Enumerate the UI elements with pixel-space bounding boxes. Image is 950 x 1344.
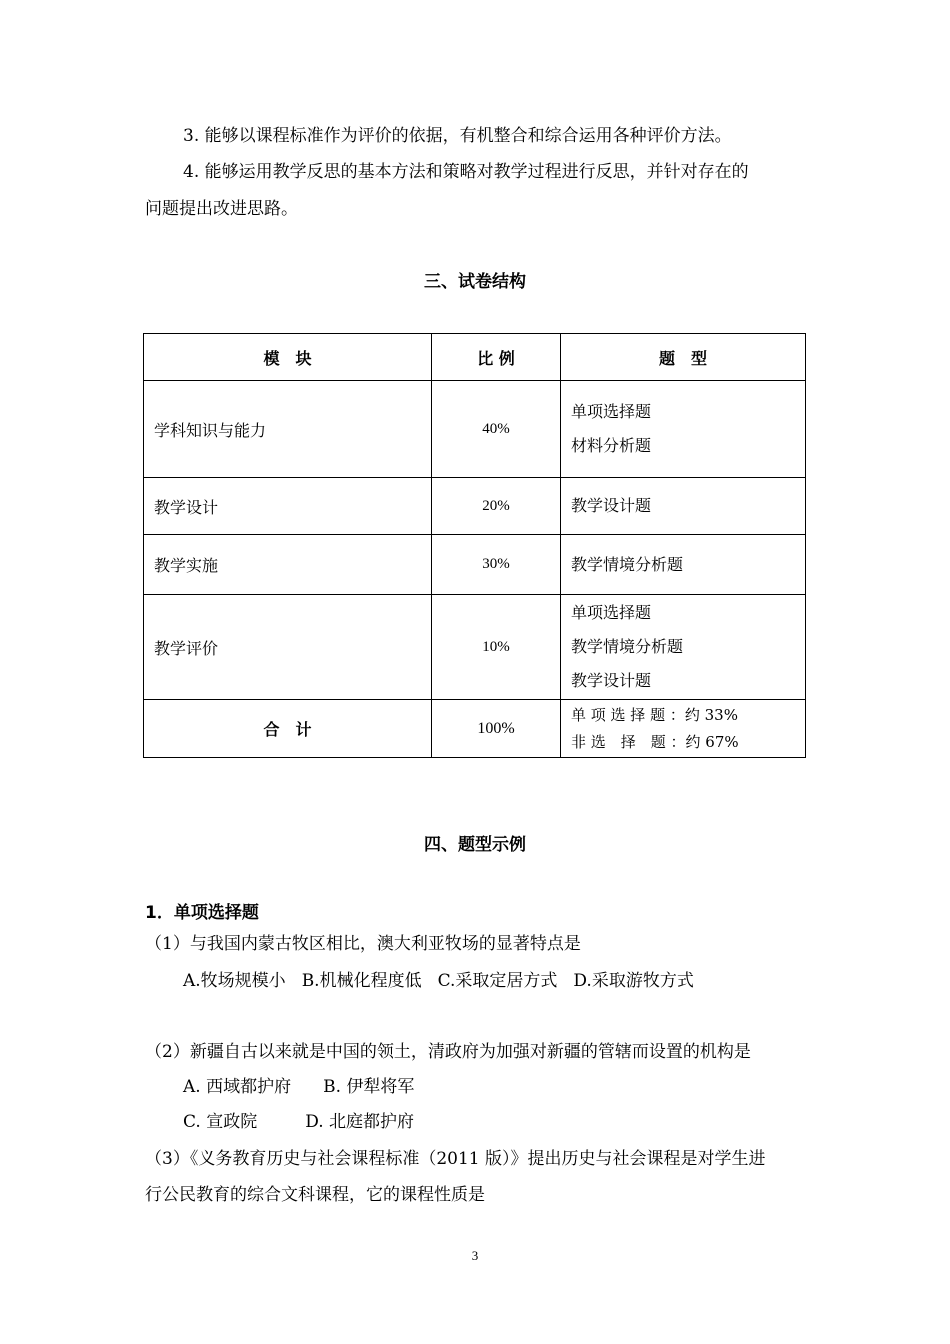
summary-line: 单 项 选 择 题 ：约 33%	[571, 705, 738, 724]
question-type: 单项选择题	[571, 402, 652, 421]
summary-line: 非 选 择 题 ：约 67%	[571, 732, 739, 751]
question-type: 教学设计题	[571, 671, 652, 690]
section-title-examples: 四、题型示例	[424, 835, 526, 855]
subsection-title-single-choice: 1．单项选择题	[145, 903, 259, 923]
row-types	[561, 535, 806, 595]
question-1-stem: （1）与我国内蒙古牧区相比，澳大利亚牧场的显著特点是	[145, 934, 581, 954]
question-type: 教学设计题	[571, 496, 652, 515]
page-number: 3	[471, 1248, 479, 1263]
option: C. 宣政院	[183, 1112, 258, 1132]
header-ratio: 比 例	[432, 334, 561, 381]
option: A.牧场规模小	[183, 971, 286, 991]
intro-line-3: 3. 能够以课程标准作为评价的依据，有机整合和综合运用各种评价方法。	[183, 126, 732, 146]
table-header-row	[144, 334, 806, 381]
row-ratio: 20%	[432, 478, 561, 535]
header-types: 题 型	[561, 334, 806, 381]
exam-structure-table	[143, 333, 806, 758]
question-type: 教学情境分析题	[571, 554, 684, 574]
row-ratio: 40%	[432, 381, 561, 478]
table-row	[144, 478, 806, 535]
intro-line-4: 4. 能够运用教学反思的基本方法和策略对教学过程进行反思，并针对存在的	[183, 162, 749, 182]
row-ratio: 30%	[432, 535, 561, 595]
question-2-stem: （2）新疆自古以来就是中国的领土，清政府为加强对新疆的管辖而设置的机构是	[145, 1042, 751, 1062]
option: B.机械化程度低	[301, 971, 422, 991]
row-ratio: 10%	[432, 595, 561, 700]
total-ratio: 100%	[432, 700, 561, 758]
question-2-options-row2	[183, 1110, 430, 1134]
table-total-row	[144, 700, 806, 758]
question-1-options	[183, 969, 710, 993]
option: B. 伊犁将军	[323, 1077, 415, 1097]
row-types	[561, 595, 806, 700]
row-types	[561, 478, 806, 535]
table-row	[144, 535, 806, 595]
question-3-stem: （3）《义务教育历史与社会课程标准（2011 版）》提出历史与社会课程是对学生进	[145, 1149, 766, 1169]
question-type: 单项选择题	[571, 603, 652, 622]
question-type: 教学情境分析题	[571, 637, 684, 656]
row-module: 学科知识与能力	[144, 381, 432, 478]
option: A. 西域都护府	[183, 1077, 292, 1097]
row-module: 教学实施	[144, 535, 432, 595]
total-label: 合 计	[144, 700, 432, 758]
table-row	[144, 595, 806, 700]
header-module: 模 块	[144, 334, 432, 381]
question-2-options-row1	[183, 1075, 430, 1099]
option: D.采取游牧方式	[573, 971, 694, 991]
table-row	[144, 381, 806, 478]
option: C.采取定居方式	[437, 971, 558, 991]
row-module: 教学评价	[144, 595, 432, 700]
question-3-stem-cont: 行公民教育的综合文科课程，它的课程性质是	[145, 1185, 485, 1205]
intro-line-4-cont: 问题提出改进思路。	[145, 199, 298, 219]
row-types	[561, 381, 806, 478]
row-module: 教学设计	[144, 478, 432, 535]
question-type: 材料分析题	[571, 436, 652, 455]
section-title-structure: 三、试卷结构	[424, 272, 526, 292]
option: D. 北庭都护府	[305, 1112, 415, 1132]
total-summary	[561, 700, 806, 758]
